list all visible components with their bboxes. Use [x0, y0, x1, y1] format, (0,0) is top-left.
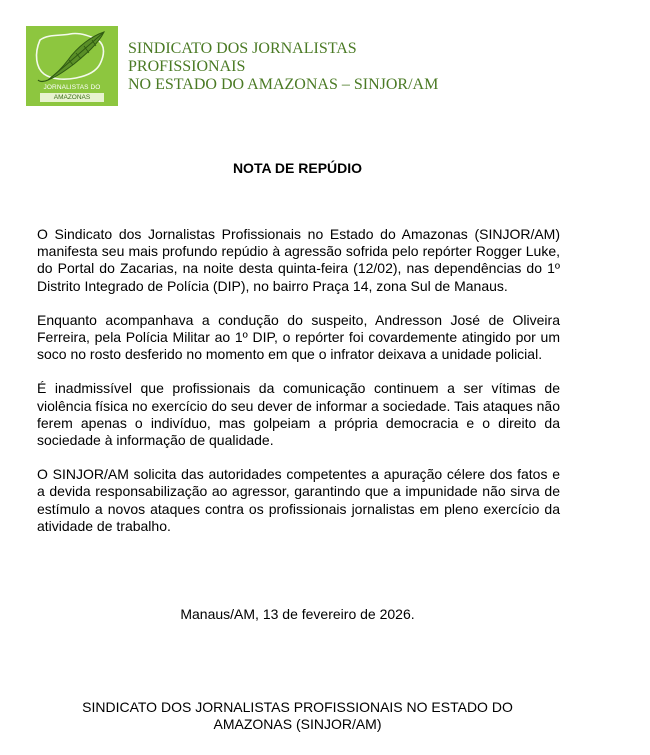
signature-line-2: AMAZONAS (SINJOR/AM) — [213, 716, 382, 732]
logo-text-bottom: AMAZONAS — [40, 93, 104, 102]
org-line-1: SINDICATO DOS JORNALISTAS — [128, 40, 357, 57]
org-line-2: PROFISSIONAIS — [128, 58, 246, 75]
letterhead — [26, 26, 626, 108]
sinjor-logo — [26, 26, 118, 106]
paragraph-2: Enquanto acompanhava a condução do suspeito, Andresson José de Oliveira Ferreira, pela Polícia Militar ao 1º DIP, o repórter foi covardemente atingido por um soco no rosto desferido no momento em que o infrator deixava a unidade policial. — [37, 311, 560, 363]
org-line-3: NO ESTADO DO AMAZONAS – SINJOR/AM — [128, 76, 439, 93]
dateline: Manaus/AM, 13 de fevereiro de 2026. — [180, 606, 415, 622]
paragraph-1: O Sindicato dos Jornalistas Profissionais no Estado do Amazonas (SINJOR/AM) manifesta seu mais profundo repúdio à agressão sofrida pelo repórter Rogger Luke, do Portal do Zacarias, na noite desta quinta-feira (12/02), nas dependências do 1º Distrito Integrado de Polícia (DIP), no bairro Praça 14, zona Sul de Manaus. — [37, 226, 560, 294]
organization-name — [128, 40, 438, 94]
signature-block — [0, 699, 595, 733]
paragraph-3: É inadmissível que profissionais da comunicação continuem a ser vítimas de violência física no exercício do seu dever de informar a sociedade. Tais ataques não ferem apenas o indivíduo, mas golpeiam a própria democracia e o direito da sociedade à informação de qualidade. — [37, 380, 560, 449]
document-body — [37, 226, 560, 552]
signature-line-1: SINDICATO DOS JORNALISTAS PROFISSIONAIS NO ESTADO DO — [82, 699, 513, 715]
document-title: NOTA DE REPÚDIO — [232, 160, 363, 176]
paragraph-4: O SINJOR/AM solicita das autoridades competentes a apuração célere dos fatos e a devida responsabilização ao agressor, garantindo que a impunidade não sirva de estímulo a novos ataques contra os profissionais jornalistas em pleno exercício da atividade de trabalho. — [37, 466, 560, 534]
logo-text-top: JORNALISTAS DO — [43, 84, 101, 91]
